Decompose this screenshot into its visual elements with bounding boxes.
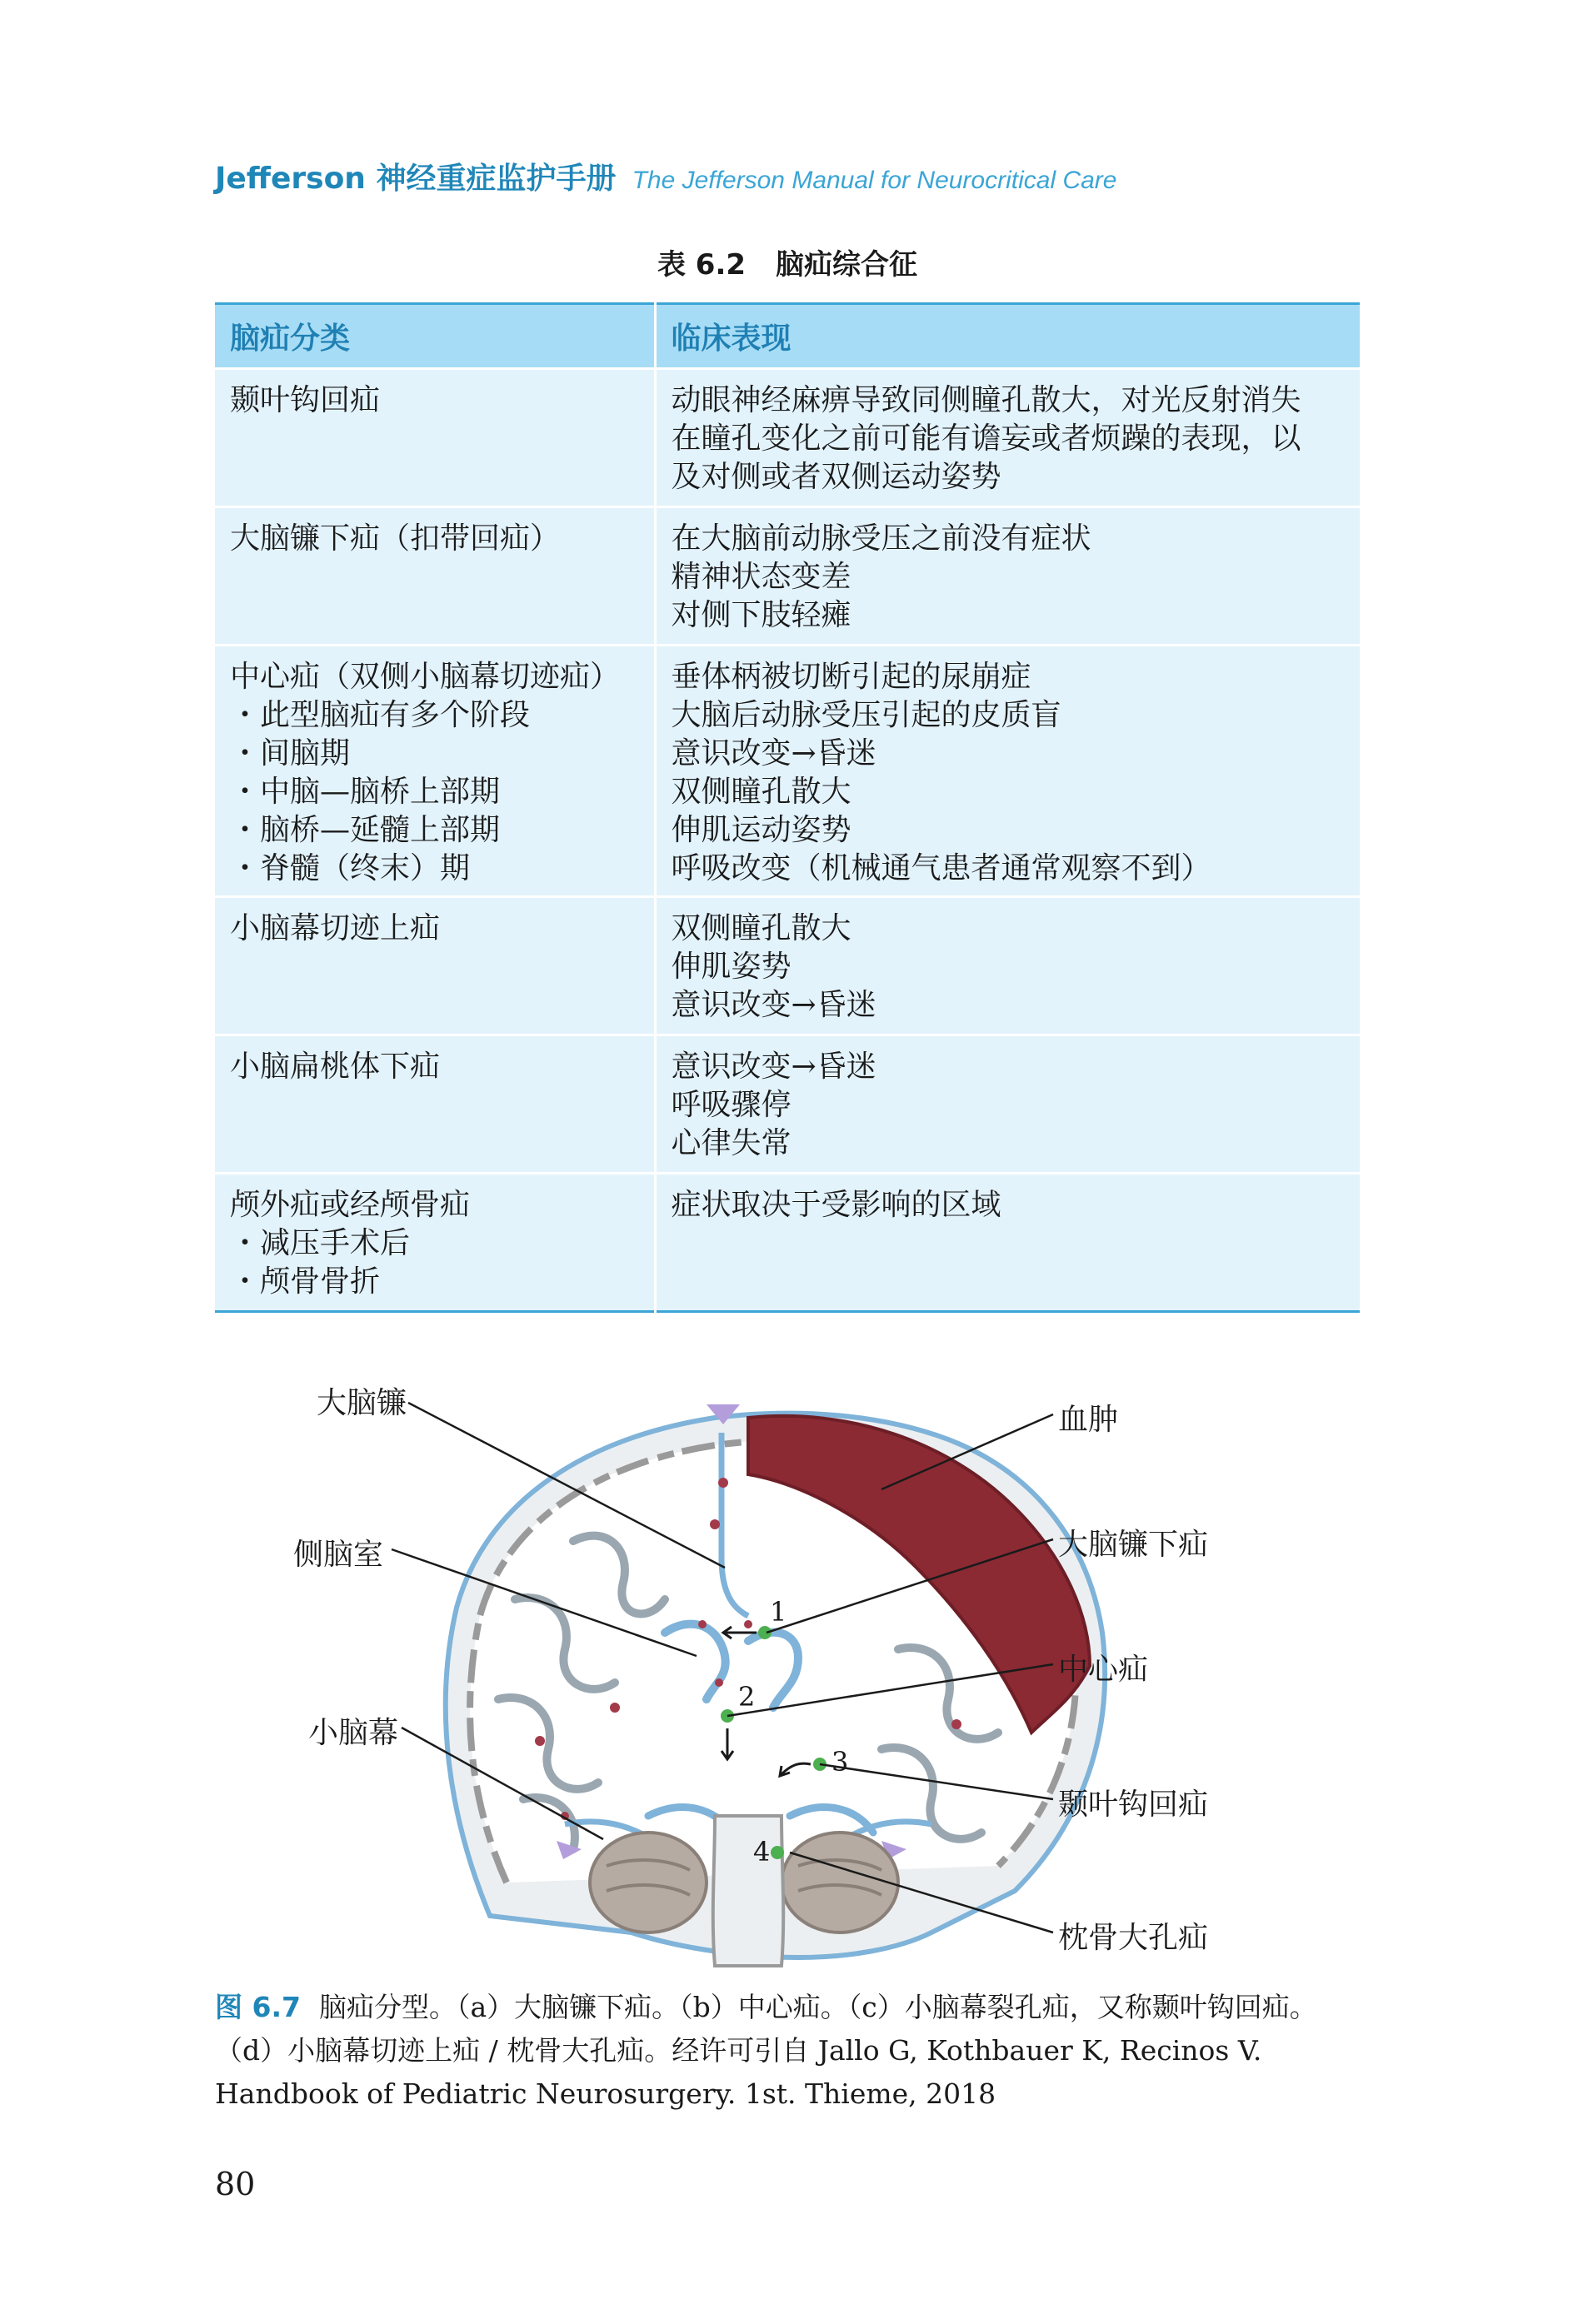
table-row: [215, 1035, 1360, 1174]
finding-line: 呼吸改变（机械通气患者通常观察不到）: [671, 851, 1211, 885]
finding-line: 双侧瞳孔散大: [671, 775, 851, 809]
category-line: 中心疝（双侧小脑幕切迹疝）: [230, 660, 621, 694]
herniation-type-cell: [215, 1035, 655, 1174]
number-2: 2: [738, 1681, 756, 1713]
brain-coronal-illustration: [215, 1349, 1360, 1982]
table-caption: [215, 242, 1360, 282]
category-line: ・颅骨骨折: [230, 1264, 381, 1299]
table-row: [215, 369, 1360, 507]
category-line: ・减压手术后: [230, 1226, 411, 1260]
label-foramen-magnum: 枕骨大孔疝: [1058, 1921, 1209, 1955]
finding-line: 精神状态变差: [671, 560, 851, 594]
table-row: [215, 646, 1360, 897]
finding-line: 症状取决于受影响的区域: [671, 1188, 1001, 1222]
finding-line: 在瞳孔变化之前可能有谵妄或者烦躁的表现，以: [671, 421, 1301, 456]
finding-line: 心律失常: [671, 1126, 792, 1160]
brainstem: [713, 1816, 783, 1966]
book-title-en: The Jefferson Manual for Neurocritical Care: [632, 167, 1117, 194]
finding-line: 意识改变→昏迷: [671, 988, 876, 1022]
table-row: [215, 1174, 1360, 1312]
number-3: 3: [831, 1746, 849, 1778]
finding-line: 意识改变→昏迷: [671, 736, 876, 771]
finding-line: 伸肌姿势: [671, 950, 792, 984]
figure-number: 图 6.7: [215, 1991, 301, 2023]
number-4: 4: [753, 1836, 771, 1868]
label-central: 中心疝: [1058, 1653, 1149, 1687]
label-lateral-ventricle: 侧脑室: [293, 1538, 384, 1572]
marker-4: [771, 1846, 784, 1859]
finding-line: 双侧瞳孔散大: [671, 911, 851, 945]
herniation-figure: [215, 1349, 1360, 1982]
category-line: ・脑桥—延髓上部期: [230, 813, 501, 847]
finding-line: 大脑后动脉受压引起的皮质盲: [671, 698, 1061, 732]
clinical-findings-cell: [655, 1174, 1360, 1312]
number-1: 1: [770, 1596, 787, 1628]
finding-line: 垂体柄被切断引起的尿崩症: [671, 660, 1031, 694]
clinical-findings-cell: [655, 646, 1360, 897]
category-line: 颅外疝或经颅骨疝: [230, 1188, 471, 1222]
category-line: ・间脑期: [230, 736, 351, 771]
table-row: [215, 897, 1360, 1035]
label-tentorium: 小脑幕: [308, 1716, 399, 1750]
finding-line: 呼吸骤停: [671, 1088, 792, 1122]
herniation-type-cell: [215, 369, 655, 507]
column-header-findings: 临床表现: [655, 304, 1360, 369]
table-title: 脑疝综合征: [776, 248, 918, 282]
clinical-findings-cell: [655, 507, 1360, 646]
label-hematoma: 血肿: [1058, 1403, 1119, 1437]
category-line: 大脑镰下疝（扣带回疝）: [230, 521, 561, 556]
table-row: [215, 507, 1360, 646]
figure-caption-text: 脑疝分型。（a）大脑镰下疝。（b）中心疝。（c）小脑幕裂孔疝，又称颞叶钩回疝。（d）小脑幕切迹上疝 / 枕骨大孔疝。经许可引自 Jallo G, Kothbauer K, Recinos V. Handbook of Pediatric Neurosurgery. 1st. Thieme, 2018: [215, 1991, 1317, 2110]
category-line: ・此型脑疝有多个阶段: [230, 698, 531, 732]
finding-line: 对侧下肢轻瘫: [671, 598, 851, 632]
category-line: ・脊髓（终末）期: [230, 851, 471, 885]
category-line: 小脑扁桃体下疝: [230, 1050, 441, 1084]
clinical-findings-cell: [655, 369, 1360, 507]
cerebellum-right: [782, 1833, 898, 1933]
herniation-type-cell: [215, 897, 655, 1035]
category-line: 小脑幕切迹上疝: [230, 911, 441, 945]
page-number: 80: [215, 2166, 256, 2202]
cerebellum-left: [590, 1833, 707, 1933]
finding-line: 动眼神经麻痹导致同侧瞳孔散大，对光反射消失: [671, 383, 1301, 417]
clinical-findings-cell: [655, 1035, 1360, 1174]
finding-line: 意识改变→昏迷: [671, 1050, 876, 1084]
finding-line: 及对侧或者双侧运动姿势: [671, 460, 1001, 494]
label-falx: 大脑镰: [317, 1386, 407, 1420]
herniation-type-cell: [215, 1174, 655, 1312]
table-header-row: [215, 304, 1360, 369]
category-line: 颞叶钩回疝: [230, 383, 381, 417]
finding-line: 伸肌运动姿势: [671, 813, 851, 847]
label-uncal: 颞叶钩回疝: [1058, 1788, 1209, 1822]
figure-caption: [215, 1986, 1360, 2116]
herniation-type-cell: [215, 646, 655, 897]
finding-line: 在大脑前动脉受压之前没有症状: [671, 521, 1091, 556]
herniation-type-cell: [215, 507, 655, 646]
category-line: ・中脑—脑桥上部期: [230, 775, 501, 809]
book-title-cn: Jefferson 神经重症监护手册: [215, 162, 617, 196]
label-subfalcine: 大脑镰下疝: [1058, 1528, 1209, 1562]
column-header-category: 脑疝分类: [215, 304, 655, 369]
clinical-findings-cell: [655, 897, 1360, 1035]
herniation-table: [215, 302, 1360, 1313]
running-head: [215, 155, 1116, 197]
table-number: 表 6.2: [657, 248, 747, 282]
